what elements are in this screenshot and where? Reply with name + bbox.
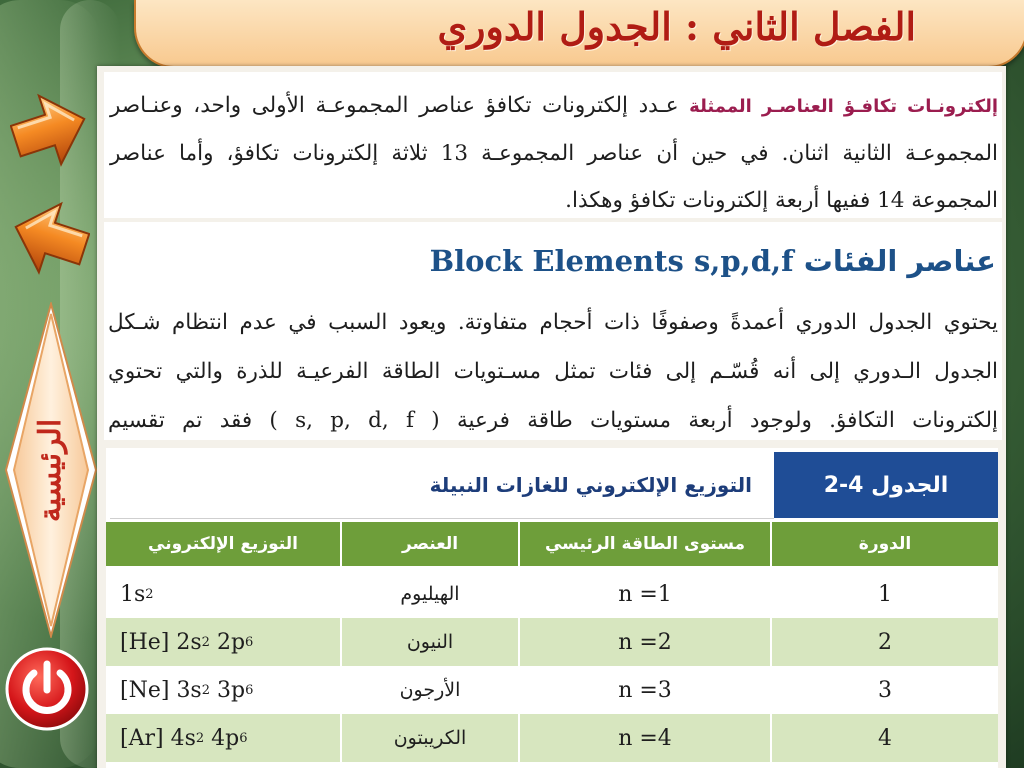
table-caption: التوزيع الإلكتروني للغازات النبيلة [110,452,774,519]
home-button[interactable] [4,302,98,638]
section-heading-en: Block Elements s,p,d,f [429,244,794,278]
cell-period: 2 [772,618,998,666]
table-row [106,570,998,618]
table-header-row [106,522,998,566]
header-element: العنصر [342,522,520,566]
cell-period: 3 [772,666,998,714]
next-slide-button[interactable] [10,88,90,172]
cell-configuration: 1s 2 [106,570,342,618]
arrow-left-icon [10,196,90,280]
cell-element: النيون [342,618,520,666]
arrow-right-icon [10,88,90,172]
slide-title: الفصل الثاني : الجدول الدوري [437,4,916,49]
table-row [106,714,998,762]
section-heading [430,244,996,278]
table-row [106,666,998,714]
valence-electrons-paragraph [104,72,1002,218]
cell-configuration: [Ar] 4s 2 4p 6 [106,714,342,762]
header-period: الدورة [772,522,998,566]
highlight-term: إلكترونـات تكافـؤ العناصـر الممثلة [689,96,998,117]
header-energy-level: مستوى الطاقة الرئيسي [520,522,772,566]
cell-configuration: [Ne] 3s 2 3p 6 [106,666,342,714]
cell-period: 1 [772,570,998,618]
section-text: يحتوي الجدول الدوري أعمدةً وصفوفًا ذات أحجام متفاوتة. ويعود السبب في عدم انتظام شـكل الجدول الـدوري إلى أنه قُسّـم إلى فئات تمثل مسـتويات الطاقة الفرعيـة للذرة والتي تحتوي إلكترونات التكافؤ. ولوجود أربعة مستويات طاقة فرعية ( s, p, d, f ) فقد تم تقسيم [108,310,999,433]
exit-button[interactable] [4,646,90,732]
table-number: الجدول 4-2 [774,452,998,518]
noble-gas-table [106,448,998,768]
paragraph-text: عـدد إلكترونات تكافؤ عناصر المجموعـة الأولى واحد، وعنـاصر المجموعـة الثانية اثنان. في حين أن عناصر المجموعـة 13 ثلاثة إلكترونات تكافؤ، وأما عناصر المجموعة 14 ففيها أربعة إلكترونات تكافؤ وهكذا. [110,93,998,213]
previous-slide-button[interactable] [10,196,90,280]
cell-energy-level: n =2 [520,618,772,666]
cell-energy-level: n =3 [520,666,772,714]
cell-energy-level: n =4 [520,714,772,762]
title-banner [134,0,1024,68]
home-label: الرئيسية [33,418,69,522]
power-icon [4,646,90,732]
cell-period: 4 [772,714,998,762]
header-configuration: التوزيع الإلكتروني [106,522,342,566]
cell-element: الأرجون [342,666,520,714]
cell-configuration: [He] 2s 2 2p 6 [106,618,342,666]
section-heading-ar: عناصر الفئات [803,244,996,278]
cell-element: الكريبتون [342,714,520,762]
cell-energy-level: n =1 [520,570,772,618]
cell-element: الهيليوم [342,570,520,618]
block-elements-section [104,222,1002,440]
table-row [106,618,998,666]
